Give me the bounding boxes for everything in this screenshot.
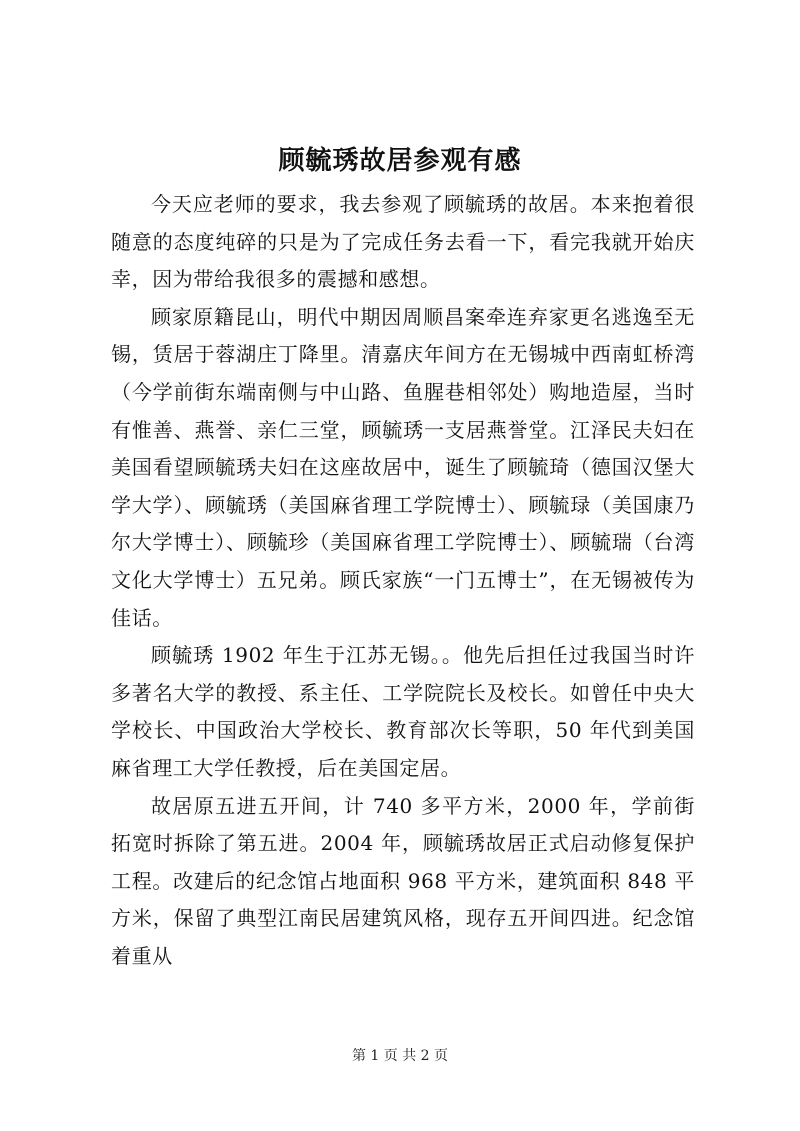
page-number-footer: 第 1 页 共 2 页 (351, 1048, 449, 1064)
paragraph: 顾家原籍昆山，明代中期因周顺昌案牵连弃家更名逃逸至无锡，赁居于蓉湖庄丁降里。清嘉庆年间方在无锡城中西南虹桥湾（今学前街东端南侧与中山路、鱼腥巷相邻处）购地造屋，当时有惟善、燕誉、亲仁三堂，顾毓琇一支居燕誉堂。江泽民夫妇在美国看望顾毓琇夫妇在这座故居中，诞生了顾毓琦（德国汉堡大学大学）、顾毓琇（美国麻省理工学院博士）、顾毓琭（美国康乃尔大学博士）、顾毓珍（美国麻省理工学院博士）、顾毓瑞（台湾文化大学博士）五兄弟。顾氏家族“一门五博士”，在无锡被传为佳话。 (111, 304, 695, 630)
document-body (111, 186, 695, 975)
document-title: 顾毓琇故居参观有感 (278, 146, 522, 176)
paragraph: 顾毓琇 1902 年生于江苏无锡。。他先后担任过我国当时许多著名大学的教授、系主任、工学院院长及校长。如曾任中央大学校长、中国政治大学校长、教育部次长等职，50 年代到美国麻省理工大学任教授，后在美国定居。 (111, 643, 695, 780)
paragraph: 今天应老师的要求，我去参观了顾毓琇的故居。本来抱着很随意的态度纯碎的只是为了完成任务去看一下，看完我就开始庆幸，因为带给我很多的震撼和感想。 (111, 192, 695, 292)
paragraph: 故居原五进五开间，计 740 多平方米，2000 年，学前街拓宽时拆除了第五进。2004 年，顾毓琇故居正式启动修复保护工程。改建后的纪念馆占地面积 968 平方米，建筑面积 848 平方米，保留了典型江南民居建筑风格，现存五开间四进。纪念馆着重从 (111, 793, 695, 968)
